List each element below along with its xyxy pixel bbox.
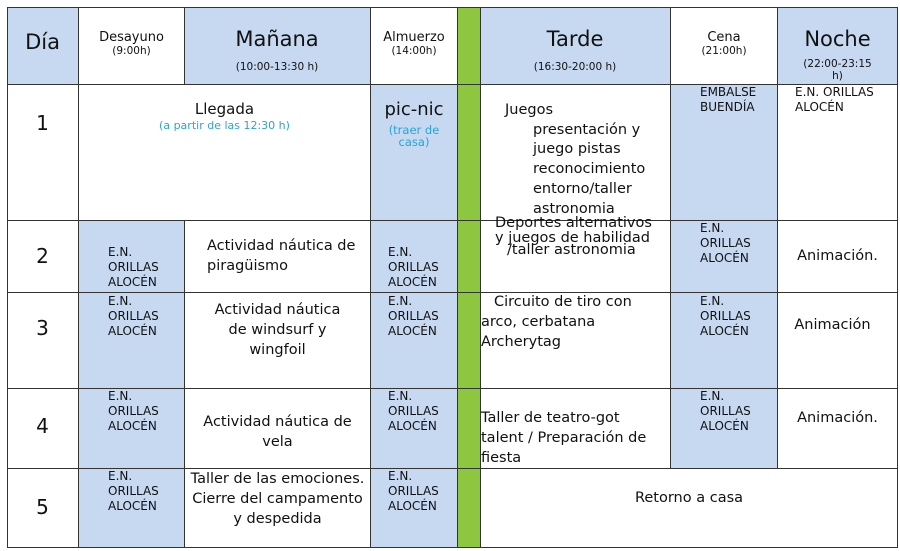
manana-activity-line: vela bbox=[262, 434, 293, 450]
en-orillas-alocen: E.N. bbox=[388, 245, 413, 259]
en-orillas-alocen-line: ORILLAS bbox=[108, 260, 159, 274]
picnic-label: pic-nic bbox=[384, 99, 444, 120]
en-orillas-alocen-line: ALOCÉN bbox=[108, 275, 157, 289]
en-orillas-alocen: E.N. bbox=[108, 294, 133, 308]
tarde-activity: Circuito de tiro con bbox=[494, 294, 632, 310]
grid-line bbox=[7, 220, 898, 221]
header-desayuno: Desayuno bbox=[99, 30, 164, 45]
tarde-activity: Juegos bbox=[505, 102, 554, 118]
header-tarde: Tarde bbox=[546, 27, 604, 51]
picnic-note-cont: casa) bbox=[398, 135, 430, 149]
llegada-label: Llegada bbox=[194, 100, 255, 118]
header-manana: Mañana bbox=[235, 27, 319, 51]
en-orillas-alocen-line: ORILLAS bbox=[108, 309, 159, 323]
grid-line bbox=[897, 7, 898, 548]
header-noche-time: (22:00-23:15 bbox=[803, 58, 872, 70]
header-noche: Noche bbox=[804, 27, 871, 51]
header-almuerzo: Almuerzo bbox=[383, 30, 445, 45]
grid-line bbox=[7, 468, 898, 469]
en-orillas-alocen-line: ALOCÉN bbox=[388, 275, 437, 289]
retorno-a-casa: Retorno a casa bbox=[634, 490, 744, 506]
header-almuerzo-time: (14:00h) bbox=[391, 45, 437, 57]
en-orillas-alocen-line: ALOCÉN bbox=[700, 324, 749, 338]
noche-location-line: ALOCÉN bbox=[795, 100, 844, 114]
header-tarde-time: (16:30-20:00 h) bbox=[533, 61, 617, 73]
tarde-activity-line: entorno/taller bbox=[533, 181, 632, 197]
en-orillas-alocen-line: ORILLAS bbox=[700, 309, 751, 323]
en-orillas-alocen-line: ALOCÉN bbox=[388, 324, 437, 338]
header-manana-time: (10:00-13:30 h) bbox=[235, 61, 319, 73]
tarde-activity: Taller de teatro-got bbox=[481, 410, 620, 426]
day-number: 4 bbox=[36, 414, 49, 438]
en-orillas-alocen-line: ALOCÉN bbox=[388, 499, 437, 513]
en-orillas-alocen-line: ALOCÉN bbox=[108, 324, 157, 338]
manana-activity: Actividad náutica de bbox=[207, 238, 356, 254]
manana-activity: Taller de las emociones. bbox=[190, 471, 365, 487]
header-cena-time: (21:00h) bbox=[701, 45, 747, 57]
cena-location-line: BUENDÍA bbox=[700, 100, 755, 114]
day-number: 2 bbox=[36, 244, 49, 268]
en-orillas-alocen-line: ALOCÉN bbox=[108, 499, 157, 513]
header-noche-time-cont: h) bbox=[832, 70, 843, 82]
en-orillas-alocen-line: ALOCÉN bbox=[700, 419, 749, 433]
manana-activity-line: piragüismo bbox=[207, 258, 289, 274]
tarde-activity-line: y juegos de habilidad bbox=[495, 230, 650, 246]
en-orillas-alocen-line: ALOCÉN bbox=[700, 251, 749, 265]
en-orillas-alocen-line: ORILLAS bbox=[388, 484, 439, 498]
noche-location: E.N. ORILLAS bbox=[795, 85, 874, 99]
en-orillas-alocen-line: ALOCÉN bbox=[108, 419, 157, 433]
tarde-activity-line: juego pistas bbox=[533, 141, 621, 157]
grid-line bbox=[7, 7, 8, 548]
llegada-note: (a partir de las 12:30 h) bbox=[159, 119, 290, 132]
en-orillas-alocen: E.N. bbox=[108, 245, 133, 259]
tarde-activity: Deportes alternativos bbox=[495, 215, 652, 231]
header-dia: Día bbox=[25, 30, 60, 54]
noche-animacion: Animación bbox=[794, 317, 871, 333]
green-divider bbox=[458, 8, 480, 547]
tarde-activity-line: astronomia bbox=[533, 201, 615, 217]
picnic-note: (traer de bbox=[388, 123, 440, 137]
en-orillas-alocen: E.N. bbox=[108, 469, 133, 483]
tarde-activity-line: Archerytag bbox=[481, 334, 561, 350]
tarde-activity-line: arco, cerbatana bbox=[481, 314, 596, 330]
tarde-activity-line: talent / Preparación de bbox=[481, 430, 647, 446]
noche-animacion: Animación. bbox=[797, 248, 878, 264]
tarde-activity-line: reconocimiento bbox=[533, 161, 646, 177]
header-desayuno-time: (9:00h) bbox=[112, 45, 151, 57]
manana-activity-line: de windsurf y bbox=[228, 322, 327, 338]
noche-animacion: Animación. bbox=[797, 410, 878, 426]
en-orillas-alocen: E.N. bbox=[388, 469, 413, 483]
day-number: 5 bbox=[36, 495, 49, 519]
grid-line bbox=[370, 7, 371, 548]
en-orillas-alocen-line: ORILLAS bbox=[108, 404, 159, 418]
en-orillas-alocen-line: ORILLAS bbox=[388, 404, 439, 418]
tarde-activity-line: /taller astronomia bbox=[507, 242, 636, 258]
en-orillas-alocen: E.N. bbox=[700, 389, 725, 403]
day-number: 1 bbox=[36, 111, 49, 135]
grid-line bbox=[7, 84, 898, 85]
en-orillas-alocen: E.N. bbox=[700, 221, 725, 235]
en-orillas-alocen: E.N. bbox=[700, 294, 725, 308]
tarde-activity-line: presentación y bbox=[533, 122, 641, 138]
header-cena: Cena bbox=[707, 30, 741, 45]
en-orillas-alocen-line: ORILLAS bbox=[108, 484, 159, 498]
en-orillas-alocen: E.N. bbox=[108, 389, 133, 403]
en-orillas-alocen-line: ORILLAS bbox=[388, 260, 439, 274]
grid-line bbox=[457, 7, 458, 548]
grid-line bbox=[78, 7, 79, 548]
tarde-activity-line: fiesta bbox=[481, 450, 522, 466]
en-orillas-alocen-line: ALOCÉN bbox=[388, 419, 437, 433]
en-orillas-alocen: E.N. bbox=[388, 294, 413, 308]
en-orillas-alocen: E.N. bbox=[388, 389, 413, 403]
manana-activity-line: Cierre del campamento bbox=[192, 491, 363, 507]
grid-line bbox=[7, 7, 898, 8]
manana-activity: Actividad náutica bbox=[214, 302, 341, 318]
grid-line bbox=[7, 547, 898, 548]
cena-location: EMBALSE bbox=[700, 85, 757, 99]
grid-line bbox=[7, 292, 898, 293]
en-orillas-alocen-line: ORILLAS bbox=[700, 404, 751, 418]
day-number: 3 bbox=[36, 316, 49, 340]
manana-activity-line: y despedida bbox=[233, 511, 322, 527]
manana-activity: Actividad náutica de bbox=[203, 414, 352, 430]
grid-line bbox=[670, 7, 671, 469]
en-orillas-alocen-line: ORILLAS bbox=[388, 309, 439, 323]
grid-line bbox=[7, 388, 898, 389]
manana-activity-line: wingfoil bbox=[249, 342, 306, 358]
en-orillas-alocen-line: ORILLAS bbox=[700, 236, 751, 250]
